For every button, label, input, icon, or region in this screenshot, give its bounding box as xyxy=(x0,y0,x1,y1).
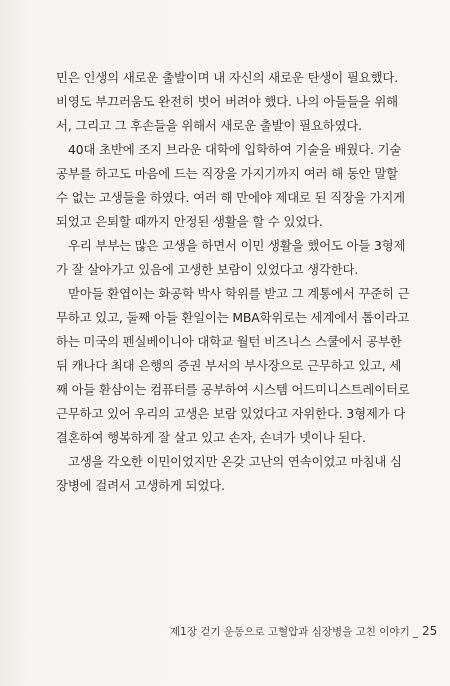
text-line: 수 없는 고생들을 하였다. 여러 해 만에야 제대로 된 직장을 가지게 xyxy=(56,190,405,205)
text-line: 무하고 있고, 둘째 아들 환일이는 MBA학위로는 세계에서 톱이라고 xyxy=(56,310,410,325)
text-line: 공부를 하고도 마음에 드는 직장을 가지기까지 여러 해 동안 말할 xyxy=(56,166,398,181)
running-footer xyxy=(170,621,437,641)
text-line: 결혼하여 행복하게 잘 살고 있고 손자, 손녀가 넷이나 된다. xyxy=(56,430,366,445)
text-line: 민은 인생의 새로운 출발이며 내 자신의 새로운 탄생이 필요했다. xyxy=(56,70,398,85)
paragraph xyxy=(56,66,398,138)
text-line: 가 잘 살아가고 있음에 고생한 보람이 있었다고 생각한다. xyxy=(56,262,359,277)
paragraph xyxy=(56,282,410,450)
text-line: 서, 그리고 그 후손들을 위해서 새로운 출발이 필요하였다. xyxy=(56,118,362,133)
text-line: 째 아들 환삼이는 컴퓨터를 공부하여 시스템 어드미니스트레이터로 xyxy=(56,382,410,397)
paragraph xyxy=(56,450,402,498)
text-line: 40대 초반에 조지 브라운 대학에 입학하여 기술을 배웠다. 기술 xyxy=(68,142,402,157)
text-line: 고생을 각오한 이민이었지만 온갖 고난의 연속이었고 마침내 심 xyxy=(68,454,402,469)
body-text xyxy=(56,66,410,498)
paragraph xyxy=(56,138,405,234)
text-line: 장병에 걸려서 고생하게 되었다. xyxy=(56,478,225,493)
text-line: 비영도 부끄러움도 완전히 벗어 버려야 했다. 나의 아들들을 위해 xyxy=(56,94,398,109)
text-line: 맏아들 환엽이는 화공학 박사 학위를 받고 그 계통에서 꾸준히 근 xyxy=(68,286,410,301)
chapter-title: 제1장 걷기 운동으로 고혈압과 심장병을 고친 이야기 xyxy=(170,626,410,638)
page-number: 25 xyxy=(421,624,438,638)
text-line: 근무하고 있어 우리의 고생은 보람 있었다고 자위한다. 3형제가 다 xyxy=(56,406,406,421)
text-line: 뒤 캐나다 최대 은행의 증권 부서의 부사장으로 근무하고 있고, 세 xyxy=(56,358,402,373)
text-line: 우리 부부는 많은 고생을 하면서 이민 생활을 했어도 아들 3형제 xyxy=(68,238,406,253)
footer-separator: _ xyxy=(412,626,418,638)
paragraph xyxy=(56,234,406,282)
text-line: 되었고 은퇴할 때까지 안정된 생활을 할 수 있었다. xyxy=(56,214,323,229)
text-line: 하는 미국의 펜실베이니아 대학교 월턴 비즈니스 스쿨에서 공부한 xyxy=(56,334,402,349)
